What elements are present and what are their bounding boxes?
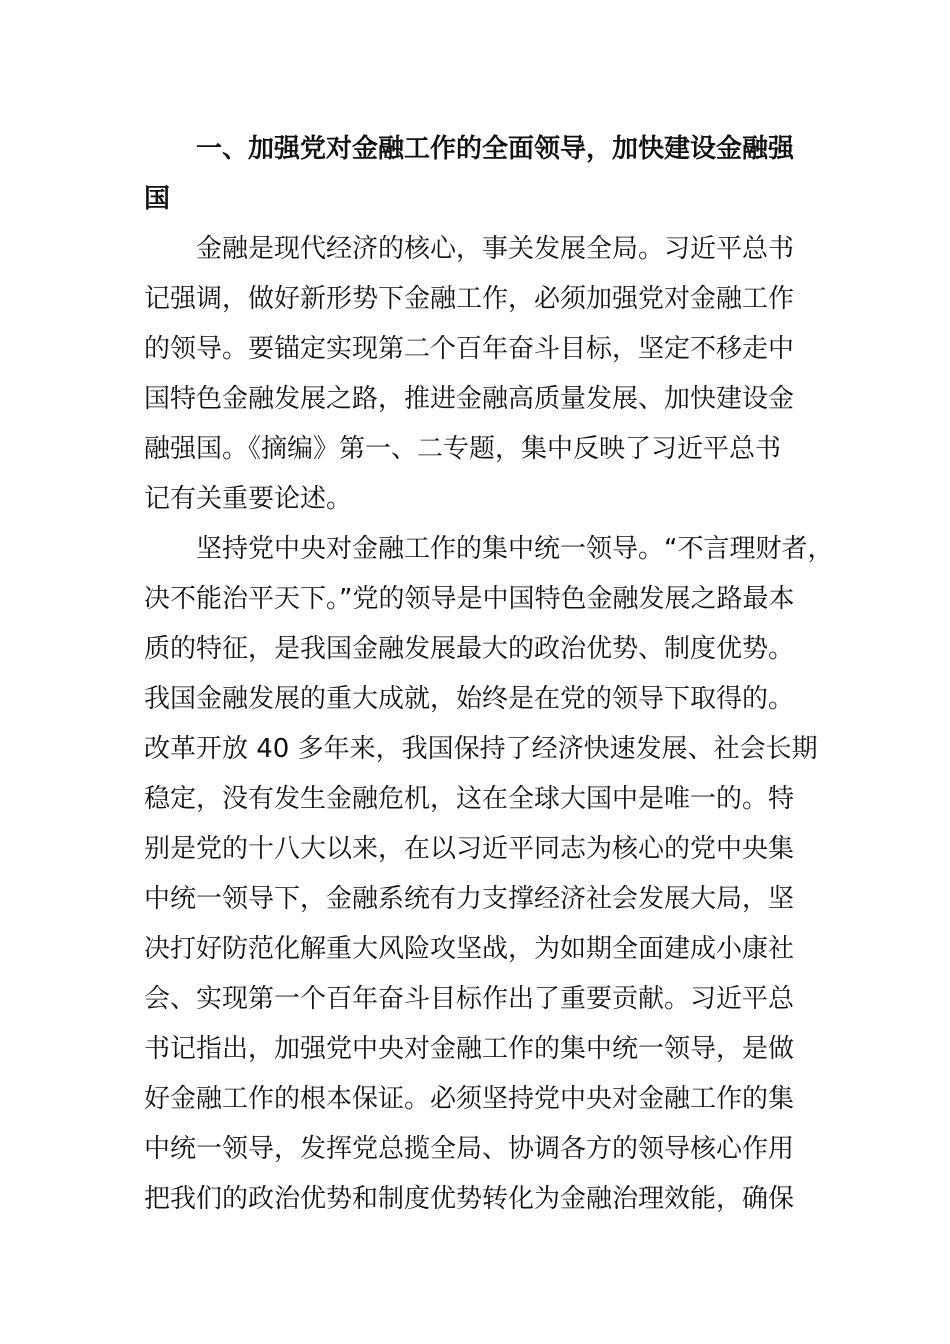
- paragraph-line: 会、实现第一个百年奋斗目标作出了重要贡献。习近平总: [144, 984, 795, 1014]
- paragraph-line: 好金融工作的根本保证。必须坚持党中央对金融工作的集: [144, 1084, 795, 1114]
- paragraph-line: 坚持党中央对金融工作的集中统一领导。“不言理财者，: [196, 534, 834, 564]
- paragraph-line: 金融是现代经济的核心，事关发展全局。习近平总书: [196, 234, 795, 264]
- paragraph-line: 改革开放 40 多年来，我国保持了经济快速发展、社会长期: [144, 734, 818, 764]
- paragraph-line: 中统一领导下，金融系统有力支撑经济社会发展大局，坚: [144, 884, 795, 914]
- paragraph-line: 把我们的政治优势和制度优势转化为金融治理效能，确保: [144, 1184, 795, 1214]
- paragraph-line: 决打好防范化解重大风险攻坚战，为如期全面建成小康社: [144, 934, 795, 964]
- paragraph-line: 融强国。《摘编》第一、二专题，集中反映了习近平总书: [144, 434, 782, 464]
- paragraph-1: [144, 224, 806, 524]
- paragraph-line: 质的特征，是我国金融发展最大的政治优势、制度优势。: [144, 634, 795, 664]
- paragraph-2: [144, 524, 834, 1224]
- paragraph-line: 决不能治平天下。”党的领导是中国特色金融发展之路最本: [144, 584, 795, 614]
- paragraph-line: 的领导。要锚定实现第二个百年奋斗目标，坚定不移走中: [144, 334, 795, 364]
- heading-line: 一、加强党对金融工作的全面领导，加快建设金融强: [196, 134, 795, 164]
- paragraph-line: 别是党的十八大以来，在以习近平同志为核心的党中央集: [144, 834, 795, 864]
- paragraph-line: 记强调，做好新形势下金融工作，必须加强党对金融工作: [144, 284, 795, 314]
- paragraph-line: 书记指出，加强党中央对金融工作的集中统一领导，是做: [144, 1034, 795, 1064]
- paragraph-line: 记有关重要论述。: [144, 484, 353, 514]
- paragraph-line: 稳定，没有发生金融危机，这在全球大国中是唯一的。特: [144, 784, 795, 814]
- paragraph-line: 国特色金融发展之路，推进金融高质量发展、加快建设金: [144, 384, 795, 414]
- paragraph-line: 我国金融发展的重大成就，始终是在党的领导下取得的。: [144, 684, 795, 714]
- heading-line: 国: [144, 184, 171, 214]
- section-heading: [144, 124, 806, 224]
- paragraph-line: 中统一领导，发挥党总揽全局、协调各方的领导核心作用: [144, 1134, 795, 1164]
- document-body: [144, 124, 834, 1224]
